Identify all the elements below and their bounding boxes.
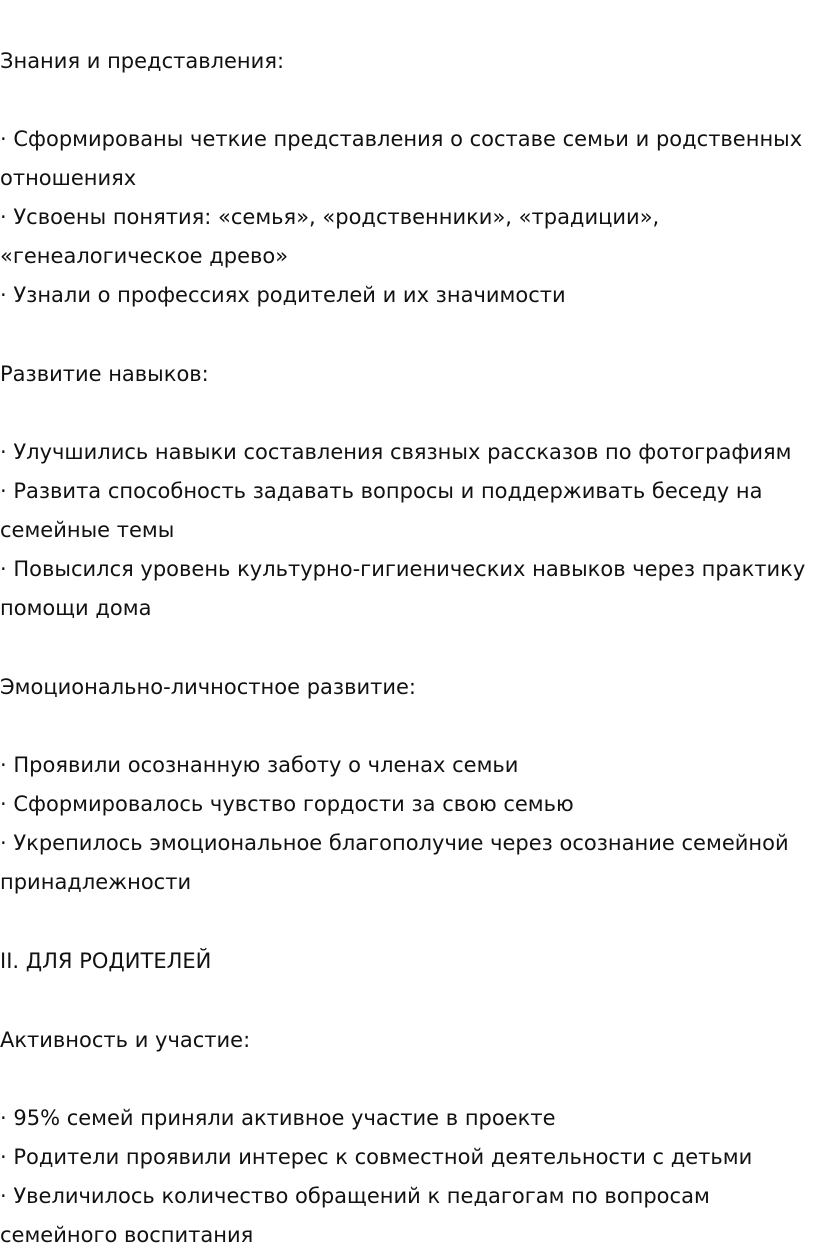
list-item-line: · Укрепилось эмоциональное благополучие через осознание семейной (0, 831, 789, 855)
list-item-line: · Повысился уровень культурно-гигиенических навыков через практику (0, 557, 806, 581)
list-item-line: принадлежности (0, 870, 192, 894)
list-item-line: · Родители проявили интерес к совместной деятельности с детьми (0, 1145, 753, 1169)
list-item-line: · Развита способность задавать вопросы и поддерживать беседу на (0, 479, 763, 503)
list-item-line: семейные темы (0, 518, 175, 542)
list-item-line: помощи дома (0, 596, 152, 620)
list-item-line: · Проявили осознанную заботу о членах семьи (0, 753, 519, 777)
list-item-line: · Усвоены понятия: «семья», «родственники», «традиции», (0, 205, 660, 229)
part-title: II. ДЛЯ РОДИТЕЛЕЙ (0, 949, 212, 973)
list-item-line: · Увеличилось количество обращений к педагогам по вопросам (0, 1184, 710, 1208)
list-item-line: отношениях (0, 166, 137, 190)
section-heading-skills: Развитие навыков: (0, 362, 209, 386)
section-heading-knowledge: Знания и представления: (0, 49, 285, 73)
section-heading-activity: Активность и участие: (0, 1028, 251, 1052)
section-heading-emotional: Эмоционально-личностное развитие: (0, 675, 416, 699)
list-item-line: семейного воспитания (0, 1223, 254, 1247)
list-item-line: · Улучшились навыки составления связных рассказов по фотографиям (0, 440, 792, 464)
list-item-line: · Узнали о профессиях родителей и их значимости (0, 283, 566, 307)
list-item-line: · Сформировалось чувство гордости за свою семью (0, 792, 574, 816)
list-item-line: · 95% семей приняли активное участие в проекте (0, 1106, 556, 1130)
list-item-line: · Сформированы четкие представления о составе семьи и родственных (0, 127, 803, 151)
list-item-line: «генеалогическое древо» (0, 244, 289, 268)
